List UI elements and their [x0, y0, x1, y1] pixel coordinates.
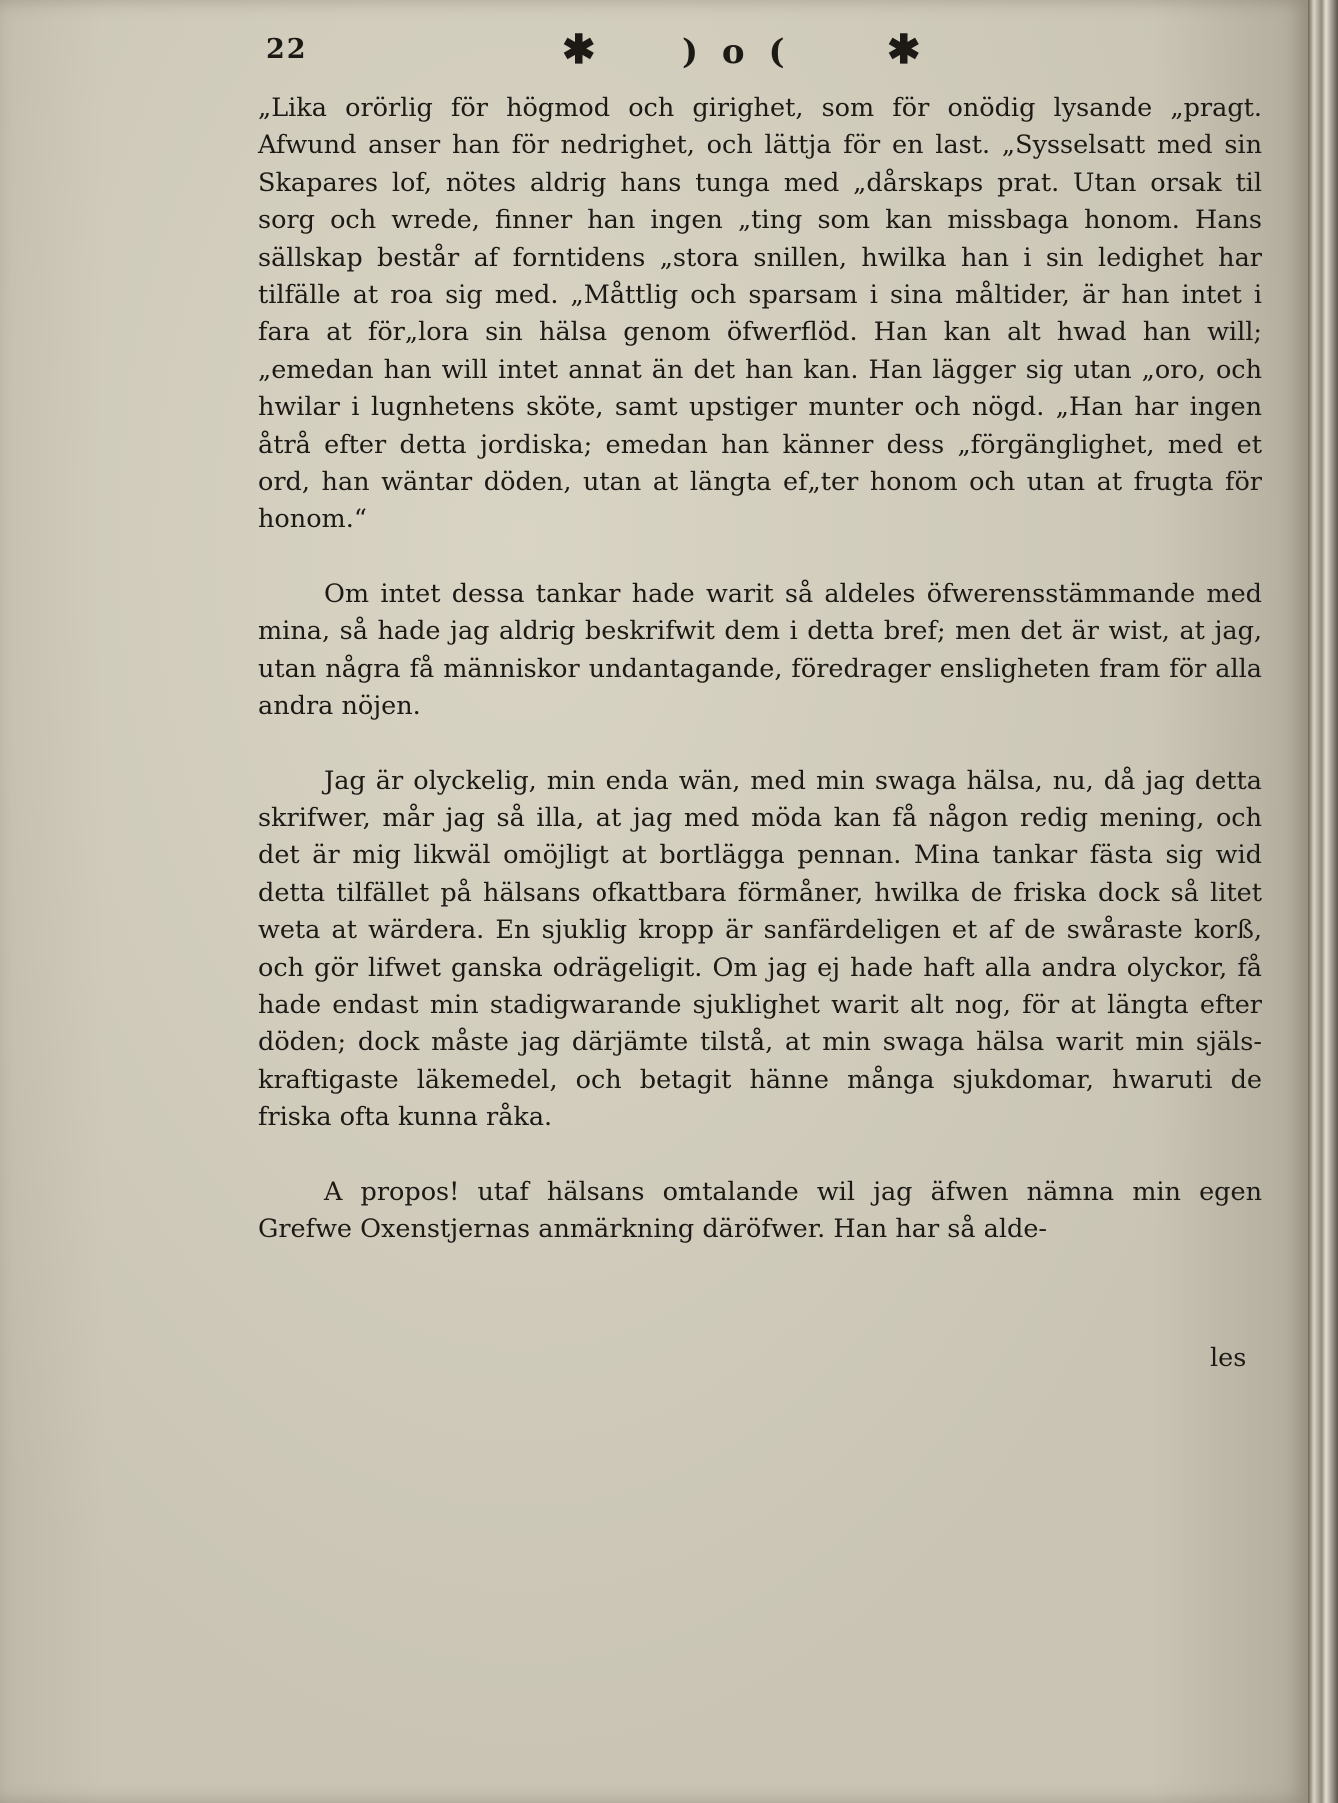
page-body	[258, 90, 1262, 1248]
paragraph: Om intet dessa tankar hade warit så aldeles öfwerensstämmande med mina, så hade jag aldrig beskrifwit dem i detta bref; men det är wist, at jag, utan några få människor undantagande, föredrager ensligheten fram för alla andra nöjen.	[258, 578, 1262, 722]
paragraph: Jag är olyckelig, min enda wän, med min swaga hälsa, nu, då jag detta skrifwer, mår jag så illa, at jag med möda kan få någon redig mening, och det är mig likwäl omöjligt at bortlägga pennan. Mina tankar fästa sig wid detta tilfället på hälsans ofkattbara förmåner, hwilka de friska dock så litet weta at wärdera. En sjuklig kropp är sanfärdeligen et af de swåraste korß, och gör lifwet ganska odrägeligit. Om jag ej hade haft alla andra olyckor, få hade endast min stadigwarande sjuklighet warit alt nog, för at längta efter döden; dock måste jag därjämte tilstå, at min swaga hälsa warit min själs-kraftigaste läkemedel, och betagit hänne många sjukdomar, hwaruti de friska ofta kunna råka.	[258, 765, 1262, 1133]
page-number: 22	[266, 34, 308, 65]
quoted-paragraph: „Lika orörlig för högmod och girighet, som för onödig lysande „pragt. Afwund anser han för nedrighet, och lättja för en last. „Sysselsatt med sin Skapares lof, nötes aldrig hans tunga med „dårskaps prat. Utan orsak til sorg och wrede, finner han ingen „ting som kan missbaga honom. Hans sällskap består af forntidens „stora snillen, hwilka han i sin ledighet har tilfälle at roa sig med. „Måttlig och sparsam i sina måltider, är han intet i fara at för„lora sin hälsa genom öfwerflöd. Han kan alt hwad han will; „emedan han will intet annat än det han kan. Han lägger sig utan „oro, och hwilar i lugnhetens sköte, samt upstiger munter och nögd. „Han har ingen åtrå efter detta jordiska; emedan han känner dess „förgänglighet, med et ord, han wäntar döden, utan at längta ef„ter honom och utan at frugta för honom.“	[258, 93, 1262, 535]
page-header	[262, 28, 942, 76]
paragraph: A propos! utaf hälsans omtalande wil jag äfwen nämna min egen Grefwe Oxenstjernas anmärkning däröfwer. Han har så alde-	[258, 1176, 1262, 1244]
header-ornament-center: ) o (	[682, 32, 791, 72]
catchword: les	[1210, 1343, 1247, 1373]
asterism-ornament-left: ✱	[562, 26, 596, 73]
asterism-ornament-right: ✱	[887, 26, 921, 73]
book-gutter	[1308, 0, 1338, 1803]
